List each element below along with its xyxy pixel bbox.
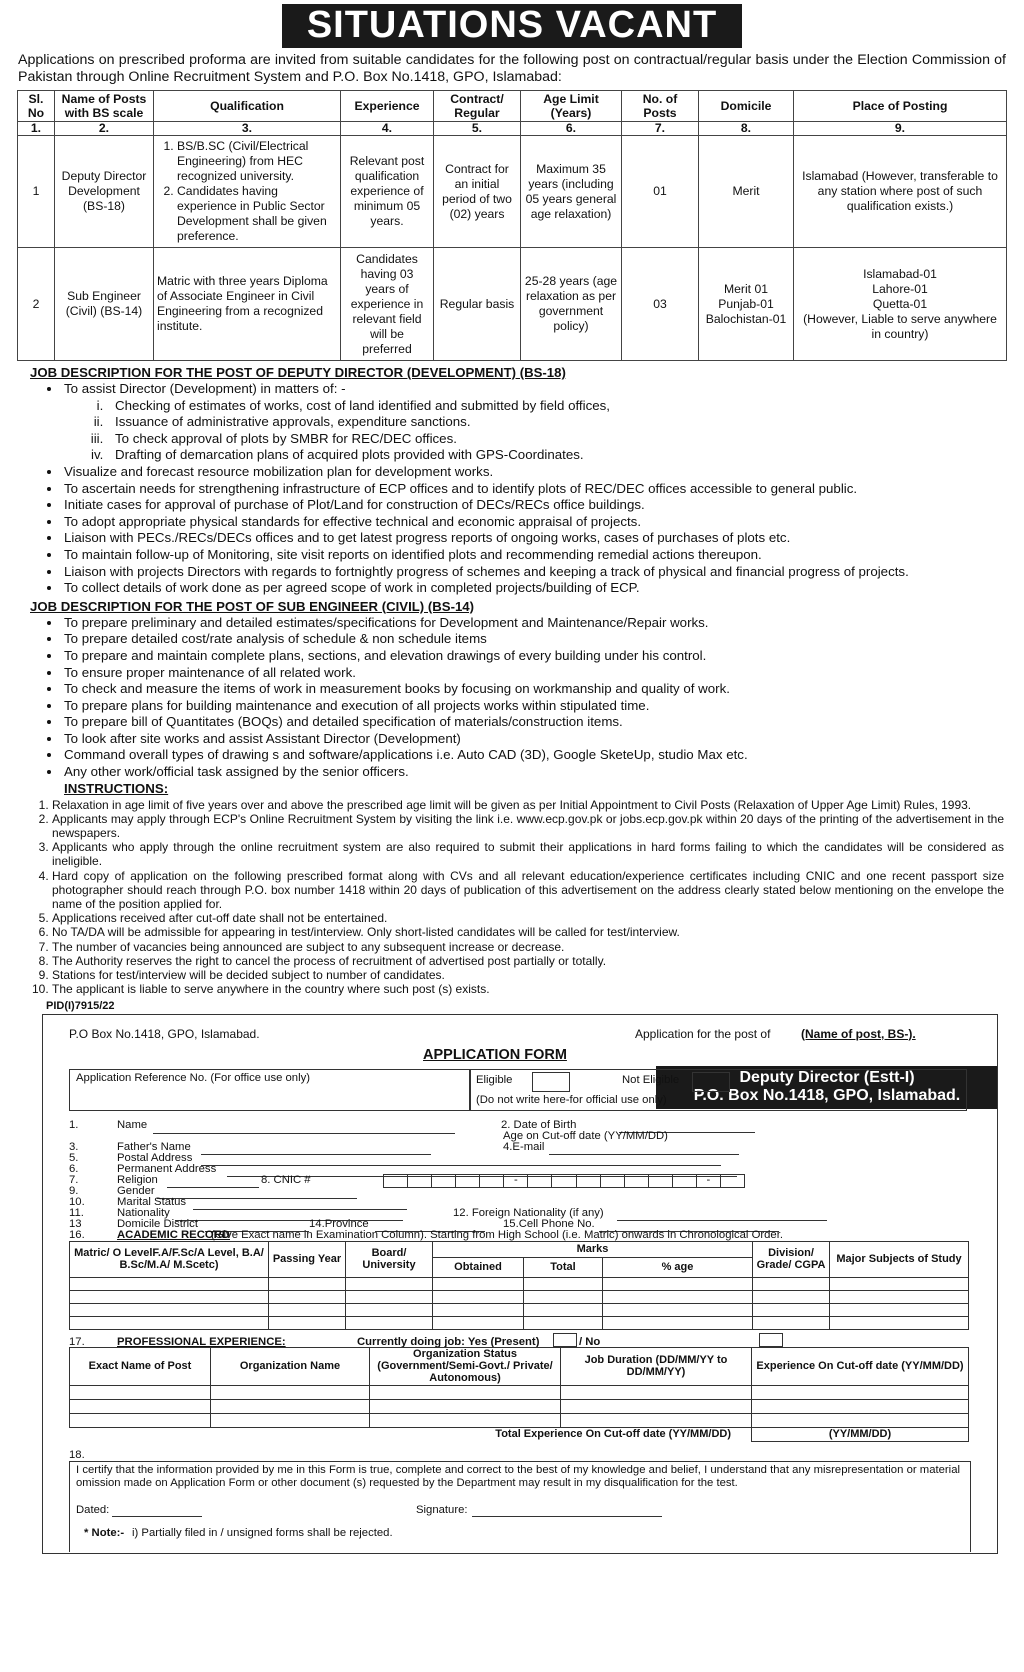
header-age: Age Limit (Years) bbox=[521, 91, 622, 122]
row1-contract: Contract for an initial period of two (02) years bbox=[434, 136, 521, 248]
row2-sl: 2 bbox=[18, 248, 55, 361]
list-item: • Any other work/official task assigned by the senior officers. bbox=[62, 764, 1012, 781]
col-number: 1. bbox=[18, 122, 55, 136]
table-row[interactable] bbox=[70, 1399, 969, 1413]
list-item: • To prepare preliminary and detailed estimates/specifications for Development and Maintenance/Repair works. bbox=[62, 615, 1012, 632]
header-sl: Sl. No bbox=[18, 91, 55, 122]
religion-label: Religion bbox=[117, 1173, 158, 1186]
list-item: • Command overall types of drawing s and software/applications i.e. Auto CAD (3D), Google SketeUp, studio Max etc. bbox=[62, 747, 1012, 764]
list-item: • Liaison with projects Directors with regards to fortnightly progress of schemes and keeping a track of physical and financial progress of projects. bbox=[62, 564, 1012, 581]
row2-age: 25-28 years (age relaxation as per government policy) bbox=[521, 248, 622, 361]
field-number: 3. bbox=[69, 1140, 79, 1153]
marital-status-label: Marital Status bbox=[117, 1195, 187, 1208]
row1-qual-2: 2. Candidates having experience in Public Sector Development shall be given preference. bbox=[177, 184, 337, 244]
list-item: 9. Stations for test/interview will be decided subject to number of candidates. bbox=[52, 968, 622, 982]
field-number: 5. bbox=[69, 1151, 79, 1164]
list-item: 5. Applications received after cut-off date shall not be entertained. bbox=[52, 911, 1004, 925]
exp-header: Experience On Cut-off date (YY/MM/DD) bbox=[752, 1347, 969, 1385]
field-number: 6. bbox=[69, 1162, 79, 1175]
domicile-line: Merit 01 bbox=[723, 281, 769, 296]
posting-line: Lahore-01 bbox=[872, 281, 928, 296]
cnic-label: 8. CNIC # bbox=[261, 1173, 311, 1186]
field-number: 10. bbox=[69, 1195, 85, 1208]
list-item: i. Checking of estimates of works, cost of land identified and submitted by field offices, bbox=[107, 398, 1012, 415]
jd1-heading: JOB DESCRIPTION FOR THE POST OF DEPUTY DIRECTOR (DEVELOPMENT) (BS-18) bbox=[30, 365, 566, 380]
form-po-box: P.O Box No.1418, GPO, Islamabad. bbox=[69, 1026, 260, 1041]
header-posting: Place of Posting bbox=[794, 91, 1007, 122]
row1-posting: Islamabad (However, transferable to any station where post of such qualification exists.) bbox=[794, 136, 1007, 248]
list-item: 10. The applicant is liable to serve anywhere in the country where such post (s) exists. bbox=[52, 982, 622, 996]
gender-label: Gender bbox=[117, 1184, 155, 1197]
list-item: • To prepare and maintain complete plans, sections, and elevation drawings of every building under his control. bbox=[62, 648, 1012, 665]
list-item: • To collect details of work done as per agreed scope of work in completed projects/building of ECP. bbox=[62, 580, 1012, 597]
field-number: 18. bbox=[69, 1448, 85, 1461]
domicile-district-label: Domicile District bbox=[117, 1217, 198, 1230]
acad-header: Board/ University bbox=[346, 1241, 433, 1277]
acad-header: Passing Year bbox=[269, 1241, 346, 1277]
acad-header: Matric/ O LevelF.A/F.Sc/A Level, B.A/ B.Sc/M.A/ M.Scetc) bbox=[70, 1241, 269, 1277]
list-item: • To adopt appropriate physical standards for effective technical and economic appraisal of projects. bbox=[62, 514, 1012, 531]
list-item: 7. The number of vacancies being announced are subject to any subsequent increase or decrease. bbox=[52, 940, 1004, 954]
currently-job-label: Currently doing job: Yes (Present) bbox=[357, 1335, 540, 1348]
row2-post: Sub Engineer (Civil) (BS-14) bbox=[55, 248, 154, 361]
posts-table bbox=[17, 90, 1007, 361]
domicile-line: Balochistan-01 bbox=[705, 311, 787, 326]
age-label: Age on Cut-off date (YY/MM/DD) bbox=[503, 1129, 668, 1142]
email-field[interactable] bbox=[549, 1154, 739, 1155]
row2-experience: Candidates having 03 years of experience in relevant field will be preferred bbox=[341, 248, 434, 361]
application-form bbox=[42, 1014, 998, 1554]
intro-paragraph: Applications on prescribed proforma are invited from suitable candidates for the following post on contractual/regular basis under the Election Commission of Pakistan through Online Recruitment System and P.O. Box No.1418, GPO, Islamabad: bbox=[18, 52, 1006, 85]
col-number: 4. bbox=[341, 122, 434, 136]
list-item: • To prepare plans for building maintenance and execution of all projects works within stipulated time. bbox=[62, 698, 1012, 715]
field-number: 7. bbox=[69, 1173, 79, 1186]
list-item: • To check and measure the items of work in measurement books by focusing on workmanship and quality of work. bbox=[62, 681, 1012, 698]
row1-experience: Relevant post qualification experience of minimum 05 years. bbox=[341, 136, 434, 248]
address-line-2: P.O. Box No.1418, GPO, Islamabad. bbox=[693, 1087, 961, 1104]
list-item: iv. Drafting of demarcation plans of acquired plots provided with GPS-Coordinates. bbox=[107, 447, 1012, 464]
jd2-list bbox=[12, 615, 1012, 781]
header-experience: Experience bbox=[341, 91, 434, 122]
experience-table bbox=[69, 1347, 969, 1442]
list-item: • Visualize and forecast resource mobilization plan for development works. bbox=[62, 464, 1012, 481]
permanent-address-label: Permanent Address bbox=[117, 1162, 217, 1175]
jd1-list-2 bbox=[12, 464, 1012, 597]
list-item: 4. Hard copy of application on the following prescribed format along with CVs and all relevant education/experience certificates including CNIC and one recent passport size photographer should reach through P.O. box number 1418 within 20 days of publication of this advertisement on the address clearly stated below mentioning on the envelope the name of the position applied for. bbox=[52, 869, 1004, 912]
row2-posts: 03 bbox=[622, 248, 699, 361]
gender-field[interactable] bbox=[157, 1198, 357, 1199]
dated-field[interactable] bbox=[112, 1516, 202, 1517]
form-title: APPLICATION FORM bbox=[423, 1046, 567, 1063]
email-label: 4.E-mail bbox=[503, 1140, 545, 1153]
row1-domicile: Merit bbox=[699, 136, 794, 248]
acad-header: % age bbox=[603, 1257, 753, 1277]
row1-sl: 1 bbox=[18, 136, 55, 248]
header-domicile: Domicile bbox=[699, 91, 794, 122]
advertisement-page bbox=[12, 0, 1012, 1554]
field-number: 11. bbox=[69, 1206, 84, 1219]
table-row bbox=[18, 136, 1007, 248]
list-item: 8. The Authority reserves the right to cancel the process of recruitment of advertised post partially or totally. bbox=[52, 954, 1004, 968]
academic-table bbox=[69, 1241, 969, 1330]
col-number: 7. bbox=[622, 122, 699, 136]
foreign-nationality-field[interactable] bbox=[617, 1220, 827, 1221]
row1-post: Deputy Director Development (BS-18) bbox=[55, 136, 154, 248]
header-post: Name of Posts with BS scale bbox=[55, 91, 154, 122]
acad-header: Division/ Grade/ CGPA bbox=[753, 1241, 830, 1277]
note-text: i) Partially filed in / unsigned forms shall be rejected. bbox=[132, 1526, 393, 1539]
list-item: • To look after site works and assist Assistant Director (Development) bbox=[62, 731, 1012, 748]
list-item: 1. Relaxation in age limit of five years over and above the prescribed age limit will be given as per Initial Appointment to Civil Posts (Relaxation of Upper Age Limit) Rules, 1993. bbox=[52, 798, 1004, 812]
dated-label: Dated: bbox=[76, 1503, 110, 1516]
cnic-boxes[interactable]: - - bbox=[383, 1174, 745, 1188]
field-number: 16. bbox=[69, 1228, 85, 1241]
table-header-row bbox=[18, 91, 1007, 122]
list-item: 3. Applicants who apply through the online recruitment system are also required to submit their applications in hard forms failing to which the candidates will be considered as ineligible. bbox=[52, 840, 1004, 868]
acad-header: Marks bbox=[433, 1241, 753, 1257]
list-item: • To maintain follow-up of Monitoring, site visit reports on identified plots and recommending remedial actions thereupon. bbox=[62, 547, 1012, 564]
certification-box bbox=[69, 1461, 971, 1552]
posting-line: Quetta-01 bbox=[872, 296, 928, 311]
list-item: • To ensure proper maintenance of all related work. bbox=[62, 665, 1012, 682]
table-number-row bbox=[18, 122, 1007, 136]
table-row[interactable] bbox=[70, 1290, 969, 1303]
professional-experience-label: PROFESSIONAL EXPERIENCE: bbox=[117, 1335, 286, 1348]
exp-header: Exact Name of Post bbox=[70, 1347, 211, 1385]
pid-number: PID(I)7915/22 bbox=[46, 999, 115, 1012]
name-label: Name bbox=[117, 1118, 148, 1131]
no-label: / No bbox=[579, 1335, 601, 1348]
row1-posts: 01 bbox=[622, 136, 699, 248]
acad-header: Total bbox=[524, 1257, 603, 1277]
total-experience-row bbox=[70, 1427, 969, 1441]
reference-box bbox=[69, 1069, 471, 1111]
list-item: ii. Issuance of administrative approvals, expenditure sanctions. bbox=[107, 414, 1012, 431]
form-post-name: (Name of post, BS-). bbox=[801, 1026, 916, 1041]
row2-qualification: Matric with three years Diploma of Associate Engineer in Civil Engineering from a recognized institute. bbox=[154, 248, 341, 361]
note-label: * Note:- bbox=[84, 1526, 125, 1539]
list-item: • To assist Director (Development) in matters of: - bbox=[62, 381, 1012, 398]
list-item: • To prepare detailed cost/rate analysis of schedule & non schedule items bbox=[62, 631, 1012, 648]
acad-header: Obtained bbox=[433, 1257, 524, 1277]
header-posts: No. of Posts bbox=[622, 91, 699, 122]
dob-label: 2. Date of Birth bbox=[501, 1118, 577, 1131]
marital-status-field[interactable] bbox=[193, 1209, 407, 1210]
table-row bbox=[18, 248, 1007, 361]
page-title: SITUATIONS VACANT bbox=[282, 4, 742, 48]
eligible-checkbox[interactable] bbox=[532, 1072, 570, 1092]
total-experience-label: Total Experience On Cut-off date (YY/MM/DD) bbox=[70, 1427, 752, 1441]
address-line-1: Deputy Director (Estt-I) bbox=[739, 1069, 915, 1086]
list-item: • Initiate cases for approval of purchase of Plot/Land for construction of DECs/RECs office buildings. bbox=[62, 497, 1012, 514]
eligibility-box bbox=[469, 1069, 967, 1111]
certification-text: I certify that the information provided by me in this Form is true, complete and correct to the best of my knowledge and belief, I understand that any misrepresentation or material omission made on Application Form or other document (s) requested by the Department may result in my disqualification for the test. bbox=[76, 1463, 960, 1489]
foreign-nationality-label: 12. Foreign Nationality (if any) bbox=[453, 1206, 604, 1219]
table-row[interactable] bbox=[70, 1413, 969, 1427]
field-number: 13 bbox=[69, 1217, 82, 1230]
row2-posting bbox=[794, 248, 1007, 361]
province-label: 14.Province bbox=[309, 1217, 369, 1230]
exp-header: Organization Status (Government/Semi-Govt./ Private/ Autonomous) bbox=[370, 1347, 561, 1385]
instructions-list bbox=[12, 798, 1012, 997]
jd1-list bbox=[12, 381, 1012, 398]
religion-field[interactable] bbox=[167, 1187, 259, 1188]
row2-domicile bbox=[699, 248, 794, 361]
table-row[interactable] bbox=[70, 1303, 969, 1316]
table-row[interactable] bbox=[70, 1385, 969, 1399]
acad-header: Major Subjects of Study bbox=[830, 1241, 969, 1277]
jd1-sublist bbox=[12, 398, 1012, 464]
list-item: • To prepare bill of Quantitates (BOQs) and detailed specification of materials/construction items. bbox=[62, 714, 1012, 731]
official-note: (Do not write here-for official use only) bbox=[476, 1093, 667, 1106]
header-contract: Contract/ Regular bbox=[434, 91, 521, 122]
father-name-label: Father's Name bbox=[117, 1140, 191, 1153]
col-number: 9. bbox=[794, 122, 1007, 136]
nationality-label: Nationality bbox=[117, 1206, 170, 1219]
yes-checkbox[interactable] bbox=[553, 1333, 577, 1347]
list-item: 6. No TA/DA will be admissible for appearing in test/interview. Only short-listed candidates will be called for test/interview. bbox=[52, 925, 1004, 939]
list-item: • To ascertain needs for strengthening infrastructure of ECP offices and to identify plots of REC/DEC offices accessible to general public. bbox=[62, 481, 1012, 498]
not-eligible-label: Not Eligible bbox=[622, 1073, 680, 1086]
row1-age: Maximum 35 years (including 05 years general age relaxation) bbox=[521, 136, 622, 248]
row1-qual-1: 1. BS/B.SC (Civil/Electrical Engineering) from HEC recognized university. bbox=[177, 139, 337, 184]
row2-contract: Regular basis bbox=[434, 248, 521, 361]
table-row[interactable] bbox=[70, 1316, 969, 1329]
name-field[interactable] bbox=[153, 1133, 455, 1134]
col-number: 3. bbox=[154, 122, 341, 136]
domicile-line: Punjab-01 bbox=[718, 296, 774, 311]
col-number: 8. bbox=[699, 122, 794, 136]
signature-field[interactable] bbox=[472, 1516, 662, 1517]
table-row[interactable] bbox=[70, 1277, 969, 1290]
posting-line: Islamabad-01 bbox=[863, 266, 937, 281]
list-item: iii. To check approval of plots by SMBR for REC/DEC offices. bbox=[107, 431, 1012, 448]
nationality-field[interactable] bbox=[175, 1220, 403, 1221]
posting-line: (However, Liable to serve anywhere in country) bbox=[803, 311, 997, 341]
postal-address-field[interactable] bbox=[201, 1165, 721, 1166]
postal-address-label: Postal Address bbox=[117, 1151, 193, 1164]
reference-label: Application Reference No. (For office use only) bbox=[76, 1071, 311, 1084]
exp-header: Job Duration (DD/MM/YY to DD/MM/YY) bbox=[561, 1347, 752, 1385]
no-checkbox[interactable] bbox=[759, 1333, 783, 1347]
cell-phone-label: 15.Cell Phone No. bbox=[503, 1217, 595, 1230]
total-experience-value[interactable]: (YY/MM/DD) bbox=[752, 1427, 969, 1441]
col-number: 6. bbox=[521, 122, 622, 136]
exp-header: Organization Name bbox=[211, 1347, 370, 1385]
academic-record-label: ACADEMIC RECORD bbox=[117, 1228, 230, 1241]
col-number: 2. bbox=[55, 122, 154, 136]
row1-qualification bbox=[154, 136, 341, 248]
field-number: 17. bbox=[69, 1335, 85, 1348]
not-eligible-checkbox[interactable] bbox=[692, 1072, 730, 1092]
list-item: 2. Applicants may apply through ECP's Online Recruitment System by visiting the link i.e. www.ecp.gov.pk or jobs.ecp.gov.pk within 20 days of the printing of the advertisement in the newspapers. bbox=[52, 812, 1004, 840]
field-number: 1. bbox=[69, 1118, 79, 1131]
form-apply-for: Application for the post of bbox=[635, 1026, 771, 1041]
col-number: 5. bbox=[434, 122, 521, 136]
jd2-heading: JOB DESCRIPTION FOR THE POST OF SUB ENGINEER (CIVIL) (BS-14) bbox=[30, 598, 475, 614]
instructions-heading: INSTRUCTIONS: bbox=[64, 780, 169, 796]
signature-label: Signature: bbox=[416, 1503, 468, 1516]
academic-record-note: (Give Exact name in Examination Column). Starting from High School (i.e. Matric) onwards in Chronological Order. bbox=[211, 1228, 783, 1241]
header-qualification: Qualification bbox=[154, 91, 341, 122]
father-name-field[interactable] bbox=[201, 1154, 431, 1155]
list-item: • Liaison with PECs./RECs/DECs offices and to get latest progress reports of ongoing works, cases of purchases of plots etc. bbox=[62, 530, 1012, 547]
field-number: 9. bbox=[69, 1184, 79, 1197]
eligible-label: Eligible bbox=[476, 1073, 513, 1086]
